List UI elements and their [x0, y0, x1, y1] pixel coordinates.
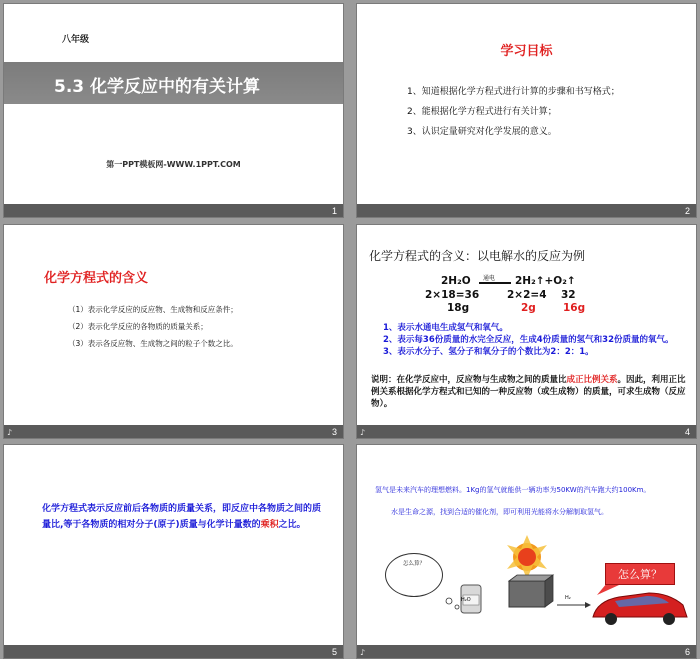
bottle-label: H₂O: [461, 597, 471, 603]
slide-2-item: 2、能根据化学方程式进行有关计算；: [407, 107, 557, 117]
slide-5-text-b: 之比。: [278, 520, 306, 530]
slide-6-para-1: 氢气是未来汽车的理想燃料。1Kg的氢气就能供一辆功率为50KW的汽车跑大约100Km。: [375, 486, 651, 494]
slide-1-number: 1: [331, 206, 337, 216]
slide-1-footer: [4, 204, 343, 217]
h2-label: H₂: [565, 595, 571, 601]
slide-5-number: 5: [331, 647, 337, 657]
slide-5-highlight: 乘积: [260, 520, 279, 530]
slide-2-heading: 学习目标: [500, 44, 553, 59]
slide-3-number: 3: [331, 427, 337, 437]
slide-4-point: 3、表示水分子、氢分子和氧分子的个数比为2：2：1。: [383, 347, 594, 357]
slide-4-thumbnail[interactable]: [356, 224, 697, 439]
thought-bubble: 怎么算？: [385, 553, 443, 597]
slide-1-thumbnail[interactable]: [3, 3, 344, 218]
slide-3-item: （3）表示各反应物、生成物之间的粒子个数之比。: [68, 339, 238, 348]
slide-2-number: 2: [684, 206, 690, 216]
slide-6-number: 6: [684, 647, 690, 657]
slide-1-title-band: [4, 62, 343, 104]
mass-right: 32: [561, 289, 576, 301]
speaker-icon: ♪: [7, 428, 13, 437]
slide-2-footer: [357, 204, 696, 217]
slide-4-points: [383, 322, 686, 358]
slide-4-point: 1、表示水通电生成氢气和氧气。: [383, 323, 508, 333]
mass-left: 2×18=36: [425, 289, 480, 301]
note-text-rest: 。因此，利用正比例关系根据化学方程式和已知的一种反应物（或生成物）的质量，可求生成物（反应物）。: [371, 375, 686, 409]
equation-arrow: [479, 282, 511, 284]
grams-right: 16g: [563, 302, 586, 314]
grams-mid: 2g: [521, 302, 536, 314]
note-highlight: 成正比例关系: [566, 375, 618, 385]
how-to-calculate-button[interactable]: 怎么算？: [605, 563, 675, 585]
slide-3-footer: [4, 425, 343, 438]
slide-2-item: 3、认识定量研究对化学发展的意义。: [407, 127, 557, 137]
sun-icon: [507, 535, 547, 579]
slide-3-item: （1）表示化学反应的反应物、生成物和反应条件；: [68, 305, 238, 314]
electrolysis-box-icon: [509, 575, 553, 607]
equation-condition: 通电: [483, 275, 496, 282]
slide-5-text-a: 化学方程式表示反应前后各物质的质量关系，即反应中各物质之间的质量比,等于各物质的相对分子(原子)质量与化学计量数的: [42, 504, 322, 530]
slide-1-title: 5.3 化学反应中的有关计算: [54, 77, 261, 97]
slide-4-point: 2、表示每36份质量的水完全反应，生成4份质量的氢气和32份质量的氧气。: [383, 335, 674, 345]
hydrogen-scene-illustration: [357, 445, 697, 659]
slide-6-footer: [357, 645, 696, 658]
slide-3-heading: 化学方程式的含义: [44, 271, 149, 286]
speaker-icon: ♪: [360, 648, 366, 657]
slide-4-note: [371, 374, 688, 410]
slide-2-items: [407, 82, 666, 142]
equation-reactant: 2H₂O: [441, 275, 471, 287]
slide-4-heading: 化学方程式的含义：以电解水的反应为例: [369, 249, 586, 263]
speaker-icon: ♪: [360, 428, 366, 437]
slide-5-footer: [4, 645, 343, 658]
slide-3-items: [68, 301, 329, 352]
slide-6-thumbnail[interactable]: [356, 444, 697, 659]
mass-mid: 2×2=4: [507, 289, 547, 301]
car-icon: [593, 593, 687, 625]
slide-1-site: 第一PPT模板网-WWW.1PPT.COM: [106, 160, 241, 169]
slide-1-grade: 八年级: [62, 35, 90, 45]
slide-3-item: （2）表示化学反应的各物质的质量关系；: [68, 322, 208, 331]
slide-4-number: 4: [684, 427, 690, 437]
slide-5-thumbnail[interactable]: [3, 444, 344, 659]
slide-6-para-2: 水是生命之源，找到合适的催化剂，即可利用光能将水分解制取氢气。: [391, 508, 608, 516]
slide-2-thumbnail[interactable]: [356, 3, 697, 218]
equation-products: 2H₂↑+O₂↑: [515, 275, 576, 287]
slide-4-footer: [357, 425, 696, 438]
note-text: 说明：在化学反应中，反应物与生成物之间的质量比: [371, 375, 567, 385]
slide-3-thumbnail[interactable]: [3, 224, 344, 439]
slide-2-item: 1、知道根据化学方程式进行计算的步骤和书写格式；: [407, 87, 620, 97]
grams-left: 18g: [447, 302, 470, 314]
slide-5-text: [42, 501, 321, 533]
